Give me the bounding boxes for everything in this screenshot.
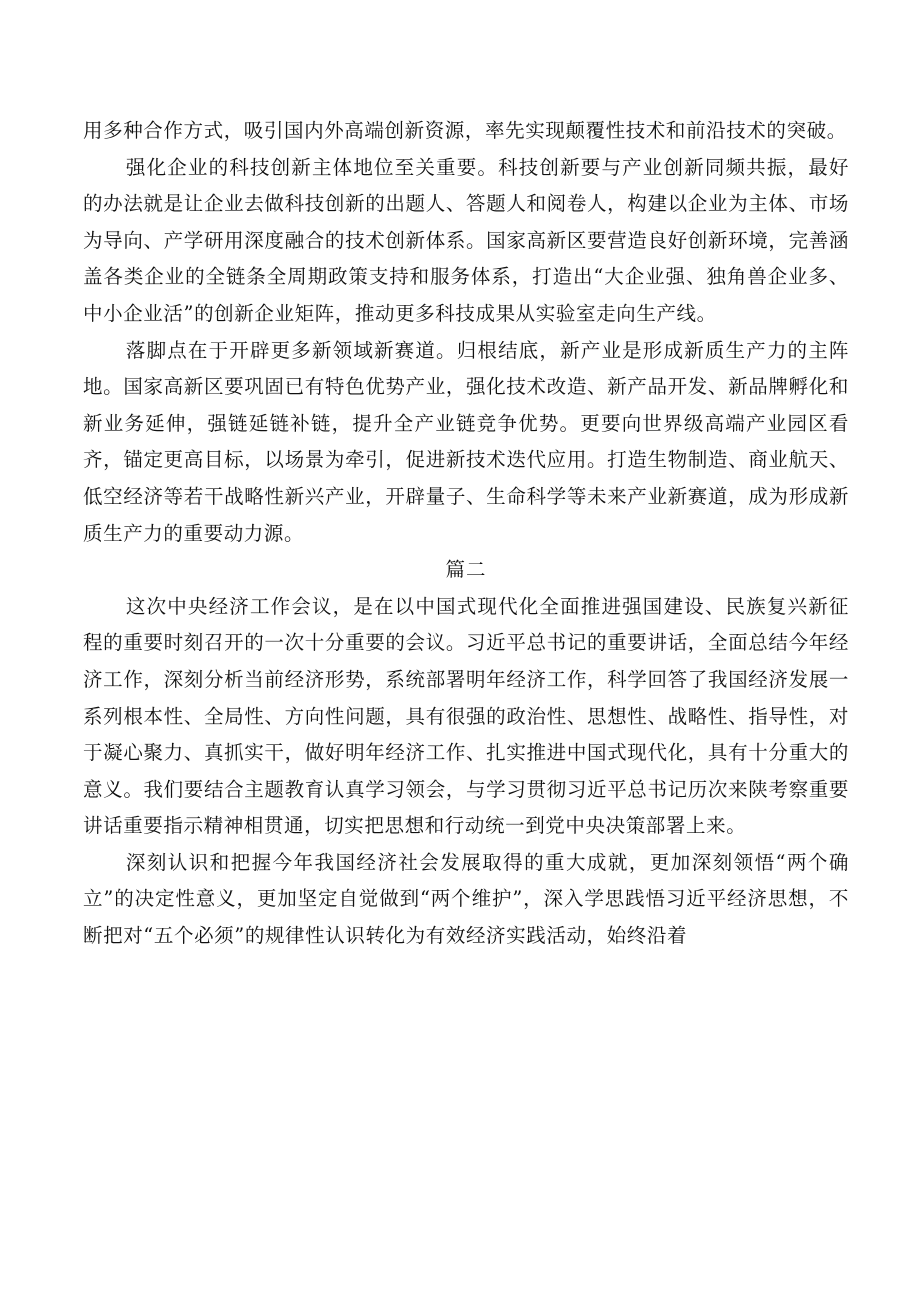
section-heading: 篇二	[445, 558, 487, 582]
paragraph-new-industries: 落脚点在于开辟更多新领域新赛道。归根结底，新产业是形成新质生产力的主阵地。国家高新区要巩固已有特色优势产业，强化技术改造、新产品开发、新品牌孵化和新业务延伸，强链延链补链，提升全产业链竞争优势。更要向世界级高端产业园区看齐，锚定更高目标，以场景为牵引，促进新技术迭代应用。打造生物制造、商业航天、低空经济等若干战略性新兴产业，开辟量子、生命科学等未来产业新赛道，成为形成新质生产力的重要动力源。	[83, 338, 849, 545]
paragraph-continuation: 用多种合作方式，吸引国内外高端创新资源，率先实现颠覆性技术和前沿技术的突破。	[83, 119, 847, 142]
paragraph-enterprise-innovation: 强化企业的科技创新主体地位至关重要。科技创新要与产业创新同频共振，最好的办法就是让企业去做科技创新的出题人、答题人和阅卷人，构建以企业为主体、市场为导向、产学研用深度融合的技术创新体系。国家高新区要营造良好创新环境，完善涵盖各类企业的全链条全周期政策支持和服务体系，打造出“大企业强、独角兽企业多、中小企业活”的创新企业矩阵，推动更多科技成果从实验室走向生产线。	[83, 155, 849, 325]
paragraph-achievements: 深刻认识和把握今年我国经济社会发展取得的重大成就，更加深刻领悟“两个确立”的决定性意义，更加坚定自觉做到“两个维护”，深入学思践悟习近平经济思想，不断把对“五个必须”的规律性认识转化为有效经济实践活动，始终沿着	[83, 850, 849, 948]
document-page	[83, 113, 849, 955]
paragraph-economic-conference: 这次中央经济工作会议，是在以中国式现代化全面推进强国建设、民族复兴新征程的重要时刻召开的一次十分重要的会议。习近平总书记的重要讲话，全面总结今年经济工作，深刻分析当前经济形势，系统部署明年经济工作，科学回答了我国经济发展一系列根本性、全局性、方向性问题，具有很强的政治性、思想性、战略性、指导性，对于凝心聚力、真抓实干，做好明年经济工作、扎实推进中国式现代化，具有十分重大的意义。我们要结合主题教育认真学习领会，与学习贯彻习近平总书记历次来陕考察重要讲话重要指示精神相贯通，切实把思想和行动统一到党中央决策部署上来。	[83, 594, 849, 838]
